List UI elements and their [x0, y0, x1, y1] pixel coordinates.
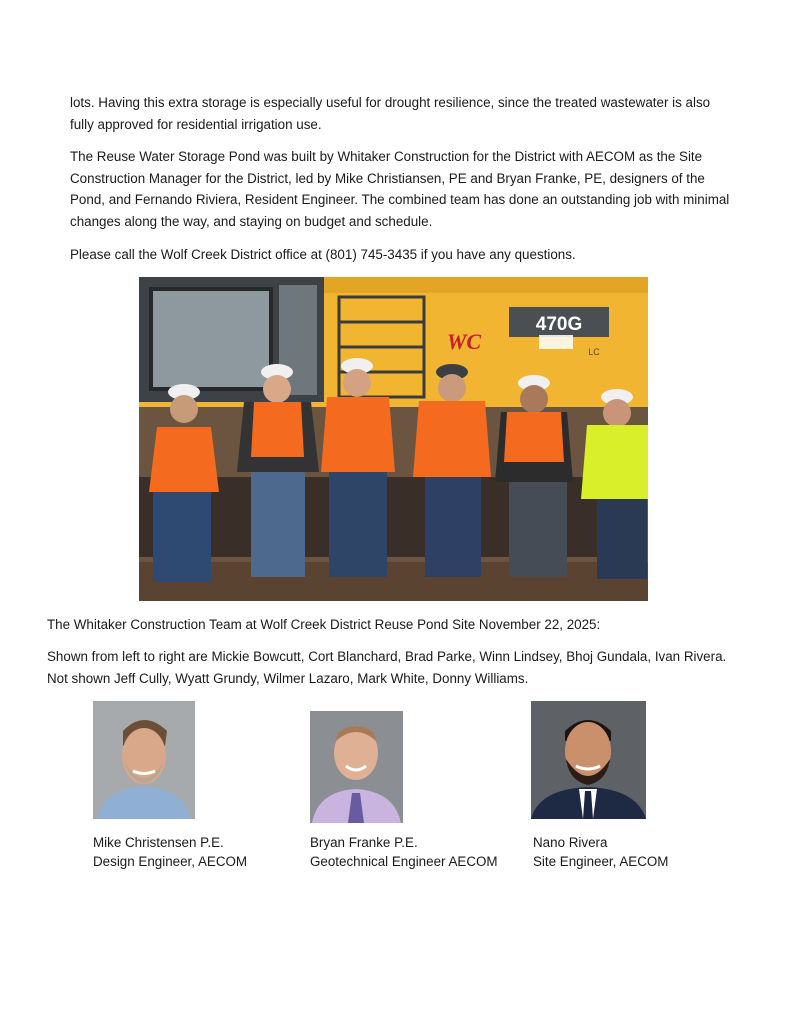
- engineer-title: Site Engineer, AECOM: [533, 854, 669, 869]
- engineer-caption-1: [93, 833, 247, 871]
- engineer-caption-3: [533, 833, 668, 871]
- engineer-caption-2: [310, 833, 498, 871]
- photo-caption: The Whitaker Construction Team at Wolf Creek District Reuse Pond Site November 22, 2025:: [47, 617, 601, 632]
- headshot-mike-christensen: [93, 701, 195, 819]
- body-paragraph-construction: The Reuse Water Storage Pond was built by Whitaker Construction for the District with AECOM as the Site Construction Manager for the District, led by Mike Christiansen, PE and Bryan Franke, PE, designers of the Pond, and Fernando Riviera, Resident Engineer. The combined team has done an outstanding job with minimal changes along the way, and staying on budget and schedule.: [70, 149, 730, 229]
- engineer-name: Bryan Franke P.E.: [310, 835, 418, 850]
- headshot-nano-rivera: [531, 701, 646, 819]
- body-paragraph-contact: Please call the Wolf Creek District office at (801) 745-3435 if you have any questions.: [70, 247, 576, 262]
- headshot-bryan-franke: [310, 711, 403, 823]
- excavator-model-label: 470G: [535, 314, 583, 335]
- engineer-name: Nano Rivera: [533, 835, 608, 850]
- excavator-badge-label: LC: [588, 347, 600, 357]
- company-logo: WC: [446, 329, 482, 354]
- body-paragraph-storage: lots. Having this extra storage is especially useful for drought resilience, since the treated wastewater is also fully approved for residential irrigation use.: [70, 95, 711, 132]
- engineer-title: Geotechnical Engineer AECOM: [310, 854, 498, 869]
- team-photo: [139, 277, 648, 601]
- engineer-name: Mike Christensen P.E.: [93, 835, 224, 850]
- photo-names-caption: Shown from left to right are Mickie Bowcutt, Cort Blanchard, Brad Parke, Winn Lindsey, Bhoj Gundala, Ivan Rivera. Not shown Jeff Cully, Wyatt Grundy, Wilmer Lazaro, Mark White, Donny Williams.: [47, 649, 727, 686]
- engineer-title: Design Engineer, AECOM: [93, 854, 248, 869]
